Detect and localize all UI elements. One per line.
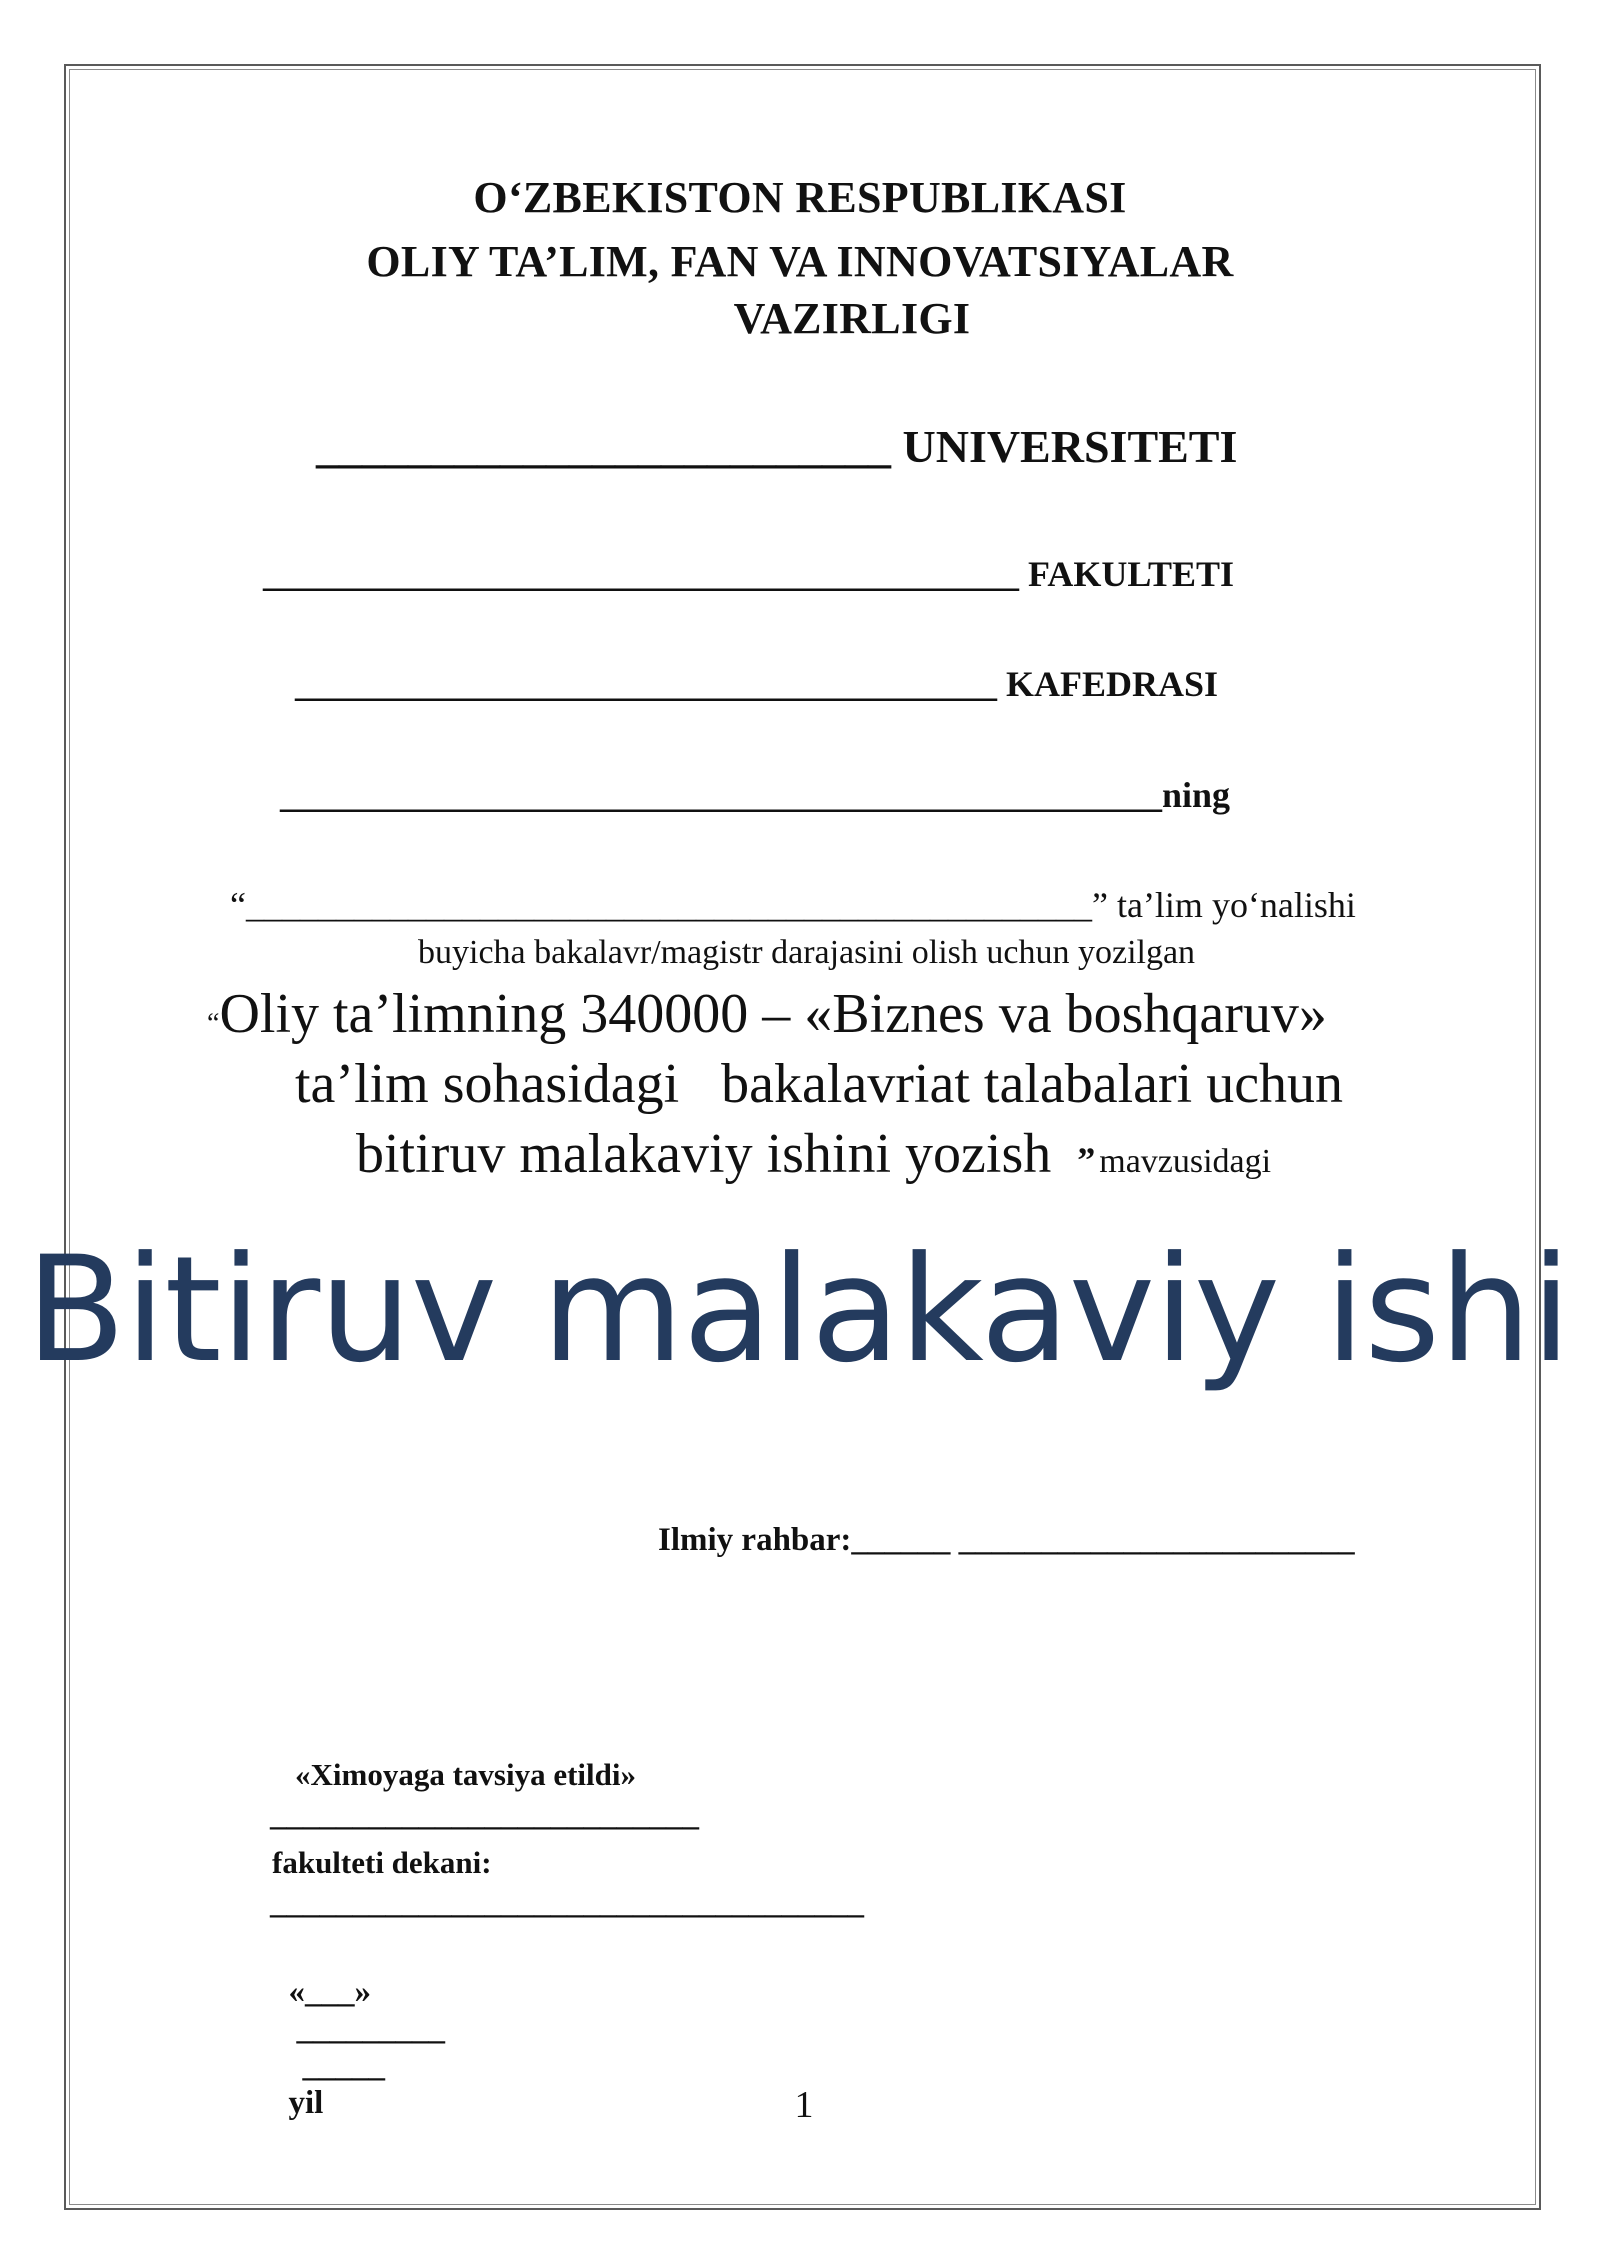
department-blank: _______________________________________ — [295, 664, 997, 704]
department-line — [295, 663, 1218, 705]
faculty-blank: __________________________________________ — [263, 554, 1019, 594]
student-label: ning — [1162, 775, 1231, 815]
department-label: KAFEDRASI — [1006, 664, 1219, 704]
university-blank: _________________________ — [316, 421, 891, 472]
defense-recommended: «Ximoyaga tavsiya etildi» — [295, 1757, 636, 1792]
topic-suffix: mavzusidagi — [1099, 1143, 1272, 1180]
advisor-line — [658, 1522, 1355, 1559]
degree-line: buyicha bakalavr/magistr darajasini olish uchun yozilgan — [418, 934, 1196, 971]
topic-line-3 — [356, 1122, 1271, 1186]
date-month-blank: _________ — [296, 2011, 445, 2047]
direction-close-text: ” ta’lim yo‘nalishi — [1091, 885, 1356, 925]
date-day-blank: ___ — [305, 1974, 355, 2010]
ministry-header-line-3: VAZIRLIGI — [733, 294, 971, 343]
ministry-header-line-2: OLIY TA’LIM, FAN VA INNOVATSIYALAR — [366, 237, 1234, 286]
date-close-quote: » — [354, 1974, 371, 2010]
student-blank: _________________________________________________ — [280, 775, 1162, 815]
defense-blank-line-2: ____________________________________ — [270, 1885, 864, 1921]
advisor-blank-1: ______ — [851, 1522, 951, 1558]
direction-line — [230, 884, 1356, 926]
dean-label: fakulteti dekani: — [272, 1845, 492, 1880]
student-line — [280, 774, 1230, 816]
direction-open-quote: “ — [230, 885, 246, 925]
page-number: 1 — [794, 2084, 814, 2126]
advisor-label: Ilmiy rahbar: — [658, 1522, 852, 1558]
faculty-line — [263, 553, 1234, 595]
defense-blank-line-1: __________________________ — [270, 1797, 699, 1833]
date-year-blank: _____ — [302, 2048, 385, 2084]
topic-line-2: ta’lim sohasidagi bakalavriat talabalari uchun — [295, 1053, 1344, 1115]
document-title: Bitiruv malakaviy ishi — [25, 1225, 1571, 1395]
year-label: yil — [288, 2085, 324, 2121]
topic-line-3-text: bitiruv malakaviy ishini yozish — [356, 1123, 1052, 1185]
topic-open-quote: “ — [207, 1008, 220, 1039]
university-label: UNIVERSITETI — [902, 421, 1238, 472]
topic-line-1 — [207, 982, 1327, 1046]
topic-line-1-text: Oliy ta’limning 340000 – «Biznes va boshqaruv» — [219, 983, 1327, 1045]
date-open-quote: « — [288, 1974, 305, 2010]
faculty-label: FAKULTETI — [1028, 554, 1235, 594]
advisor-blank-2: ________________________ — [958, 1522, 1355, 1558]
direction-blank: _______________________________________________ — [245, 885, 1092, 925]
ministry-header-line-1: O‘ZBEKISTON RESPUBLIKASI — [473, 173, 1127, 222]
university-line — [316, 420, 1237, 473]
topic-close-quote: ” — [1077, 1140, 1096, 1180]
